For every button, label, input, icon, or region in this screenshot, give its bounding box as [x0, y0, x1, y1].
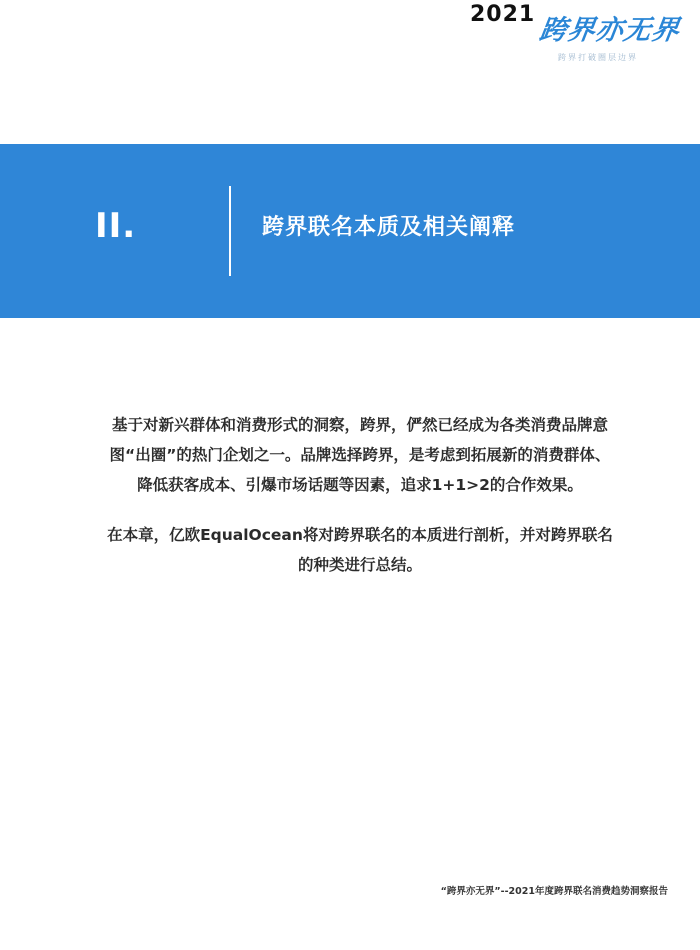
intro-line: 降低获客成本、引爆市场话题等因素，追求1+1>2的合作效果。 [137, 476, 583, 494]
intro-line: 基于对新兴群体和消费形式的洞察，跨界，俨然已经成为各类消费品牌意 [111, 416, 608, 434]
banner-divider [229, 186, 231, 276]
overview-line: 的种类进行总结。 [297, 556, 422, 574]
brand-logo-subtitle: 跨界打破圈层边界 [558, 53, 638, 62]
header-brand [470, 0, 680, 70]
chapter-number: II. [95, 206, 137, 246]
chapter-banner [0, 144, 700, 318]
body-text [80, 410, 640, 580]
intro-line: 图“出圈”的热门企划之一。品牌选择跨界，是考虑到拓展新的消费群体、 [109, 446, 611, 464]
report-footer: “跨界亦无界”--2021年度跨界联名消费趋势洞察报告 [440, 886, 668, 897]
overview-line: 在本章，亿欧EqualOcean将对跨界联名的本质进行剖析，并对跨界联名 [107, 526, 613, 544]
brand-year: 2021 [470, 2, 536, 27]
chapter-overview-paragraph [80, 520, 640, 580]
brand-logo-title: 跨界亦无界 [537, 15, 682, 46]
intro-paragraph [80, 410, 640, 500]
chapter-title: 跨界联名本质及相关阐释 [262, 215, 516, 240]
